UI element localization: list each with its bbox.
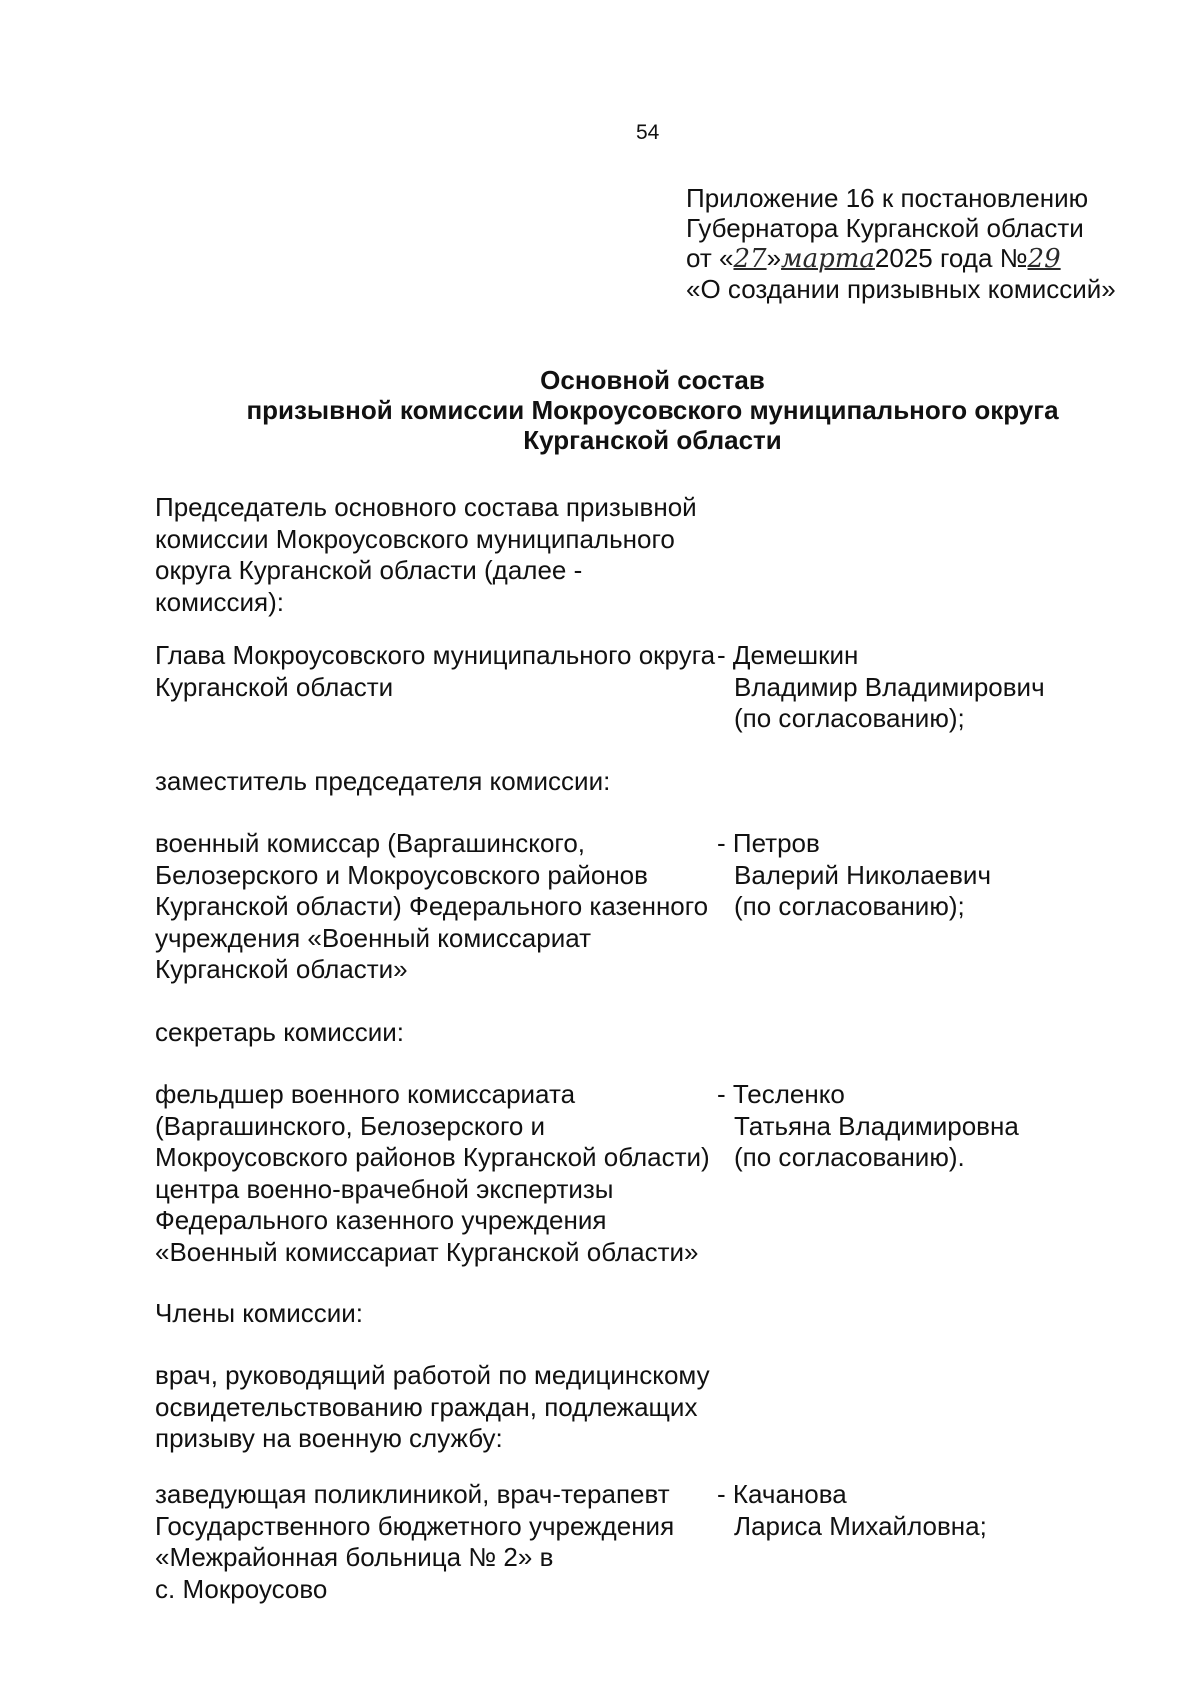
person-name: - Демешкин bbox=[717, 640, 859, 670]
appendix-year: 2025 года № bbox=[874, 243, 1028, 273]
text-line: Курганской области» bbox=[155, 954, 408, 984]
secretary-person bbox=[717, 1079, 1019, 1174]
person-name: Владимир Владимирович bbox=[734, 671, 1045, 702]
chairman-header bbox=[155, 492, 735, 618]
text-line: с. Мокроусово bbox=[155, 1573, 328, 1604]
text-line: призыву на военную службу: bbox=[155, 1423, 503, 1453]
text-line: Мокроусовского районов Курганской области) bbox=[155, 1142, 710, 1172]
text-line: освидетельствованию граждан, подлежащих bbox=[155, 1391, 698, 1422]
text-line: заведующая поликлиникой, врач-терапевт bbox=[155, 1479, 670, 1509]
chairman-position bbox=[155, 640, 735, 703]
text-line: военный комиссар (Варгашинского, bbox=[155, 828, 586, 858]
doctor-header bbox=[155, 1360, 735, 1455]
page-number: 54 bbox=[636, 121, 660, 144]
deputy-person bbox=[717, 828, 991, 923]
person-name: - Качанова bbox=[717, 1479, 847, 1509]
person-name: Татьяна Владимировна bbox=[734, 1110, 1019, 1141]
person-name: Лариса Михайловна; bbox=[734, 1510, 987, 1541]
text-line: комиссии Мокроусовского муниципального bbox=[155, 523, 675, 554]
text-line: врач, руководящий работой по медицинскому bbox=[155, 1360, 710, 1390]
members-header bbox=[155, 1298, 735, 1330]
appendix-date-mid: » bbox=[766, 243, 782, 273]
appendix-line-2: Губернатора Курганской области bbox=[686, 213, 1084, 243]
text-line: «Военный комиссариат Курганской области» bbox=[155, 1236, 699, 1267]
text-line: секретарь комиссии: bbox=[155, 1017, 404, 1047]
text-line: Федерального казенного учреждения bbox=[155, 1205, 607, 1235]
text-line: комиссия): bbox=[155, 586, 285, 617]
title-line-2: призывной комиссии Мокроусовского муниципального округа bbox=[246, 395, 1059, 425]
appendix-header bbox=[686, 183, 1156, 304]
appendix-date-prefix: от « bbox=[686, 243, 734, 273]
text-line: заместитель председателя комиссии: bbox=[155, 766, 611, 796]
secretary-position bbox=[155, 1079, 735, 1268]
appendix-line-4: «О создании призывных комиссий» bbox=[686, 274, 1116, 304]
text-line: Курганской области bbox=[155, 671, 394, 702]
appendix-line-3 bbox=[686, 243, 1156, 274]
text-line: фельдшер военного комиссариата bbox=[155, 1079, 576, 1109]
person-note: (по согласованию). bbox=[734, 1142, 965, 1172]
appendix-line-1: Приложение 16 к постановлению bbox=[686, 183, 1089, 213]
person-note: (по согласованию); bbox=[734, 703, 965, 733]
text-line: Белозерского и Мокроусовского районов bbox=[155, 859, 648, 890]
text-line: Председатель основного состава призывной bbox=[155, 492, 697, 522]
text-line: «Межрайонная больница № 2» в bbox=[155, 1542, 554, 1572]
handwritten-number: 29 bbox=[1027, 244, 1061, 274]
chairman-person bbox=[717, 640, 1045, 735]
text-line: учреждения «Военный комиссариат bbox=[155, 922, 592, 953]
text-line: Глава Мокроусовского муниципального округа bbox=[155, 640, 716, 670]
text-line: центра военно-врачебной экспертизы bbox=[155, 1173, 614, 1204]
document-title bbox=[160, 365, 1145, 455]
text-line: Курганской области) Федерального казенного bbox=[155, 891, 709, 921]
doctor-position bbox=[155, 1479, 735, 1605]
handwritten-day: 27 bbox=[733, 244, 767, 274]
person-note: (по согласованию); bbox=[734, 891, 965, 921]
text-line: Члены комиссии: bbox=[155, 1298, 364, 1328]
doctor-person bbox=[717, 1479, 987, 1542]
text-line: округа Курганской области (далее - bbox=[155, 555, 583, 585]
deputy-position bbox=[155, 828, 735, 986]
person-name: - Тесленко bbox=[717, 1079, 845, 1109]
person-name: - Петров bbox=[717, 828, 820, 858]
title-line-1: Основной состав bbox=[540, 365, 765, 395]
secretary-header bbox=[155, 1017, 735, 1049]
person-name: Валерий Николаевич bbox=[734, 859, 991, 890]
text-line: (Варгашинского, Белозерского и bbox=[155, 1110, 546, 1141]
title-line-3: Курганской области bbox=[523, 425, 782, 455]
handwritten-month: марта bbox=[781, 244, 875, 274]
deputy-header bbox=[155, 766, 735, 798]
text-line: Государственного бюджетного учреждения bbox=[155, 1510, 675, 1541]
